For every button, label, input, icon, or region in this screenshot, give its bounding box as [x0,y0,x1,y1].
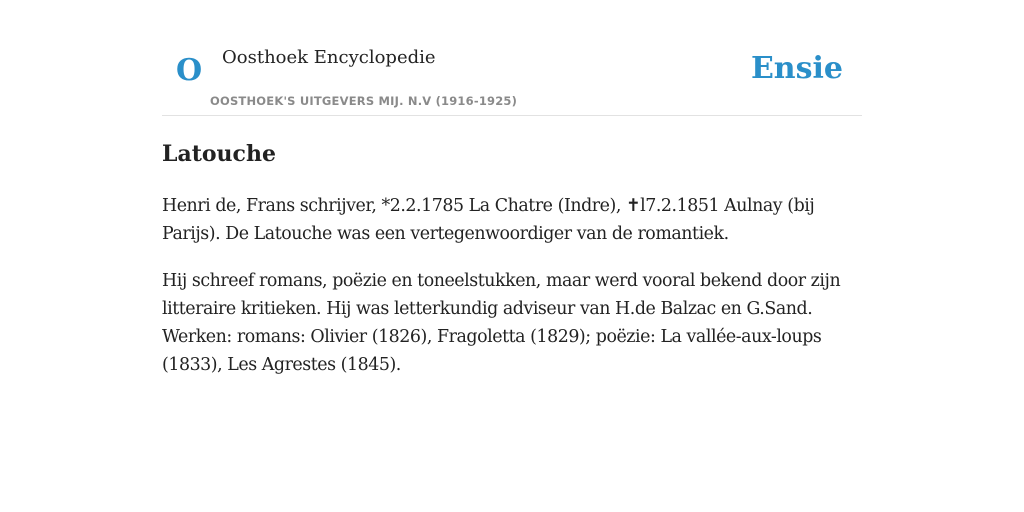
article-title: Latouche [162,141,276,167]
publication-subtitle: OOSTHOEK'S UITGEVERS MIJ. N.V (1916-1925) [210,94,518,108]
ensie-brand-logo[interactable]: Ensie [750,51,843,86]
publication-header [162,0,862,116]
publication-logo[interactable]: O [176,53,203,88]
page-container [162,0,862,375]
article-body [162,192,862,398]
article-paragraph: Henri de, Frans schrijver, *2.2.1785 La Chatre (Indre), ✝l7.2.1851 Aulnay (bij Parijs). De Latouche was een vertegenwoordiger van de romantiek. [162,196,815,244]
article-paragraph: Hij schreef romans, poëzie en toneelstukken, maar werd vooral bekend door zijn litteraire kritieken. Hij was letterkundig adviseur van H.de Balzac en G.Sand. Werken: romans: Olivier (1826), Fragoletta (1829); poëzie: La vallée-aux-loups (1833), Les Agrestes (1845). [162,271,841,375]
publication-title[interactable]: Oosthoek Encyclopedie [222,47,436,68]
